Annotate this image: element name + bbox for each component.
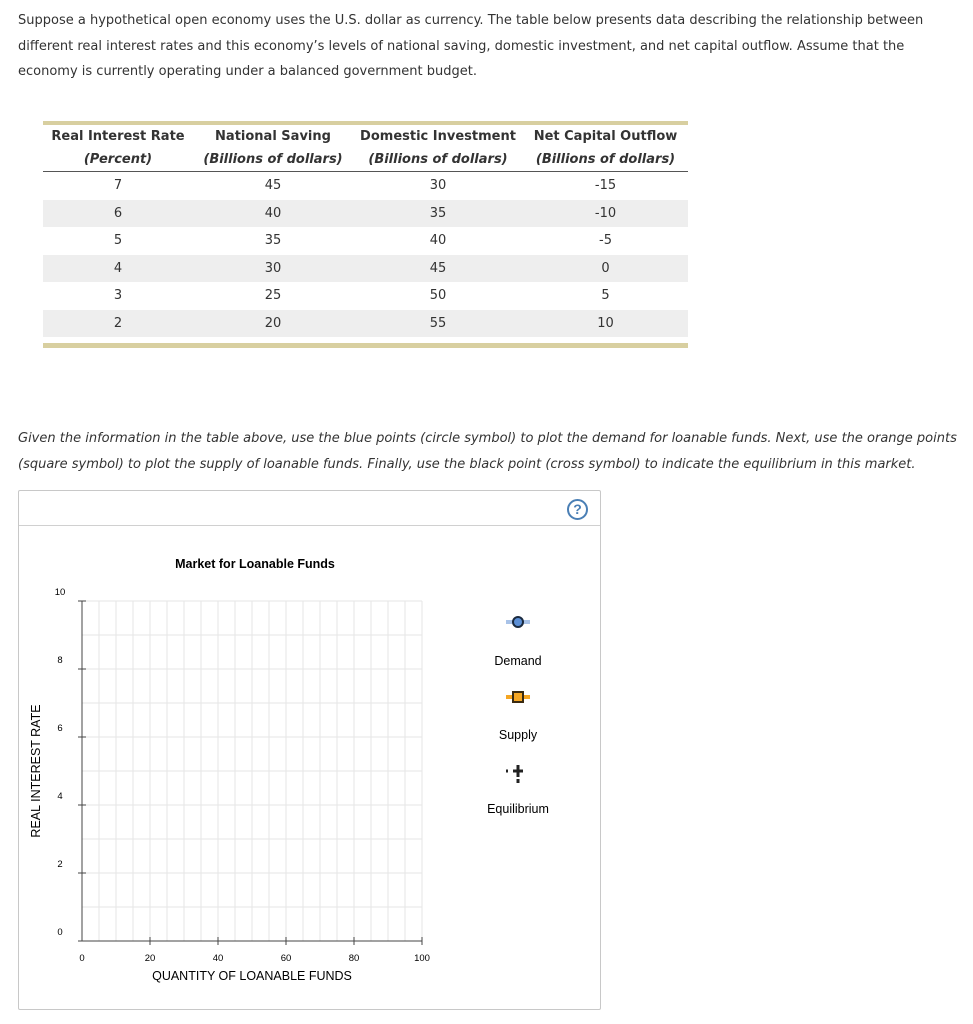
table-row bbox=[43, 172, 688, 200]
loanable-funds-chart[interactable] bbox=[19, 525, 600, 1009]
legend-item-supply[interactable] bbox=[499, 692, 538, 742]
y-tick-label: 2 bbox=[57, 859, 63, 870]
table-cell: 0 bbox=[523, 255, 688, 283]
table-cell: -5 bbox=[599, 233, 612, 249]
x-tick-label: 80 bbox=[348, 953, 360, 964]
table-subheader-row bbox=[43, 148, 688, 172]
col-header-national-saving: National Saving bbox=[215, 129, 331, 144]
table-cell: -10 bbox=[523, 200, 688, 228]
circle-icon bbox=[513, 617, 523, 627]
chart-legend bbox=[487, 617, 549, 816]
help-button[interactable]: ? bbox=[567, 499, 588, 520]
graph-panel bbox=[18, 490, 601, 1010]
table-cell: 25 bbox=[264, 288, 282, 304]
table-cell: 45 bbox=[353, 255, 523, 283]
table-row bbox=[43, 200, 688, 228]
x-tick-label: 0 bbox=[79, 953, 85, 964]
table-cell: 55 bbox=[353, 310, 523, 338]
table-cell: 7 bbox=[113, 178, 123, 194]
y-tick-label: 0 bbox=[57, 927, 63, 938]
col-subheader-outflow-units: (Billions of dollars) bbox=[523, 148, 688, 172]
col-header-domestic-investment: Domestic Investment bbox=[360, 129, 516, 144]
table-row bbox=[43, 255, 688, 283]
intro-text: Suppose a hypothetical open economy uses the U.S. dollar as currency. The table below presents data describing the relationship between different real interest rates and this economy’s levels of national saving, domestic investment, and net capital outflow. Assume that the economy is currently operating under a balanced government budget. bbox=[18, 13, 924, 79]
x-axis-label: QUANTITY OF LOANABLE FUNDS bbox=[152, 969, 352, 983]
chart-title: Market for Loanable Funds bbox=[175, 557, 335, 571]
col-header-interest-rate: Real Interest Rate bbox=[51, 129, 185, 144]
x-tick-label: 20 bbox=[144, 953, 156, 964]
y-tick-label: 10 bbox=[54, 587, 66, 598]
table-bottom-rule bbox=[43, 343, 688, 348]
table-cell: 6 bbox=[43, 200, 193, 228]
table-row bbox=[43, 282, 688, 310]
table-cell: 4 bbox=[43, 255, 193, 283]
x-tick-label: 100 bbox=[414, 953, 430, 964]
table-cell: 5 bbox=[113, 233, 123, 249]
table-row bbox=[43, 310, 688, 338]
col-subheader-investment-units: (Billions of dollars) bbox=[353, 148, 523, 172]
x-tick-label: 40 bbox=[212, 953, 224, 964]
panel-toolbar bbox=[19, 491, 600, 526]
col-header-net-capital-outflow: Net Capital Outflow bbox=[533, 129, 678, 144]
table-cell: 2 bbox=[43, 310, 193, 338]
table-cell: 30 bbox=[193, 255, 353, 283]
chart-grid bbox=[82, 601, 422, 941]
table-cell: 30 bbox=[429, 178, 447, 194]
table-cell: 20 bbox=[193, 310, 353, 338]
legend-label-equilibrium: Equilibrium bbox=[487, 802, 549, 816]
legend-item-demand[interactable] bbox=[494, 617, 541, 668]
legend-label-demand: Demand bbox=[494, 654, 542, 668]
instructions-text: Given the information in the table above, use the blue points (circle symbol) to plot the demand for loanable funds. Next, use the orange points (square symbol) to plot the supply of loanable funds. Finally, use the black point (cross symbol) to indicate the equilibrium in this market. bbox=[18, 431, 957, 472]
data-table bbox=[43, 121, 688, 348]
table-cell: 35 bbox=[353, 200, 523, 228]
y-axis-label: REAL INTEREST RATE bbox=[29, 704, 43, 838]
square-icon bbox=[513, 692, 523, 702]
y-tick-label: 4 bbox=[57, 791, 63, 802]
legend-label-supply: Supply bbox=[498, 728, 538, 742]
table-cell: 45 bbox=[264, 178, 282, 194]
x-tick-label: 60 bbox=[280, 953, 292, 964]
table-cell: 35 bbox=[264, 233, 282, 249]
table-cell: 3 bbox=[113, 288, 123, 304]
table-cell: -15 bbox=[594, 178, 617, 194]
col-subheader-saving-units: (Billions of dollars) bbox=[193, 148, 353, 172]
legend-item-equilibrium[interactable] bbox=[487, 765, 549, 816]
table-cell: 10 bbox=[523, 310, 688, 338]
table-cell: 50 bbox=[429, 288, 447, 304]
y-tick-label: 6 bbox=[57, 723, 63, 734]
table-cell: 40 bbox=[193, 200, 353, 228]
table-cell: 40 bbox=[429, 233, 447, 249]
table-cell: 5 bbox=[601, 288, 610, 304]
y-tick-label: 8 bbox=[57, 655, 63, 666]
col-subheader-percent: (Percent) bbox=[43, 148, 193, 172]
table-row bbox=[43, 227, 688, 255]
table-header-row bbox=[43, 125, 688, 148]
